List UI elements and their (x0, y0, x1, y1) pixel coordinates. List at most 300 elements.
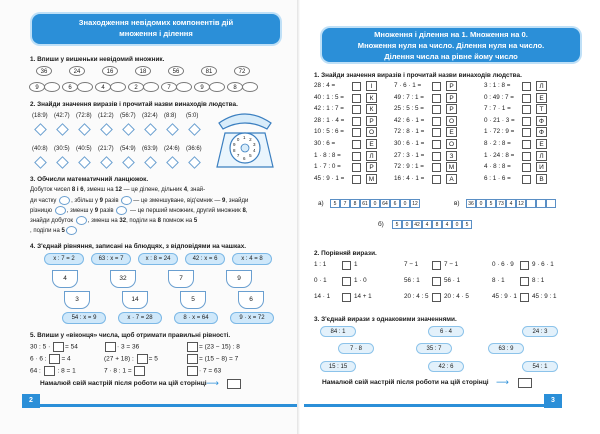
answer-diamond[interactable] (78, 123, 91, 136)
answer-cell[interactable]: 0 (402, 220, 412, 229)
left-banner-line-1: Знаходження невідомих компонентів дій (78, 18, 234, 27)
expression: (32:4) (142, 113, 158, 119)
left-task-2-title: 2. Знайди значення виразів і прочитай назви винаходів людства. (30, 101, 238, 108)
right-mood-box[interactable] (518, 378, 532, 388)
answer-cell[interactable]: 0 (452, 220, 462, 229)
answer-diamond[interactable] (188, 156, 201, 169)
compare-right: 20 : 4 · 5 (444, 293, 469, 300)
cherry-blank[interactable] (209, 82, 225, 92)
chain-part: 8 і 6 (71, 187, 84, 193)
answer-cell[interactable]: 12 (410, 199, 420, 208)
right-banner-line-1: Множення і ділення на 1. Множення на 0. (374, 30, 528, 39)
cherry-blank[interactable] (242, 82, 258, 92)
compare-right: 45 : 9 : 1 (532, 293, 557, 300)
letter-box: О (446, 139, 457, 149)
equality-part: = 4 (61, 355, 71, 363)
right-mood-prompt: Намалюй свій настрій після роботи на цій сторінці (322, 379, 489, 386)
equation-plate[interactable]: x : 4 = 8 (232, 253, 272, 265)
answer-cell[interactable]: 36 (466, 199, 476, 208)
expression-pill[interactable]: 7 · 8 (338, 343, 374, 354)
answer-box[interactable] (432, 152, 441, 161)
letter-box: К (366, 93, 377, 103)
answer-box[interactable] (352, 128, 361, 137)
answer-cell[interactable]: 64 (380, 199, 390, 208)
letter-box: Л (366, 151, 377, 161)
strip-v-label: в) (454, 200, 460, 207)
equality-part: = 54 (65, 343, 78, 351)
expression: 3 : 1 : 8 = (484, 82, 511, 89)
answer-cell[interactable] (546, 199, 556, 208)
answer-window[interactable] (137, 354, 148, 364)
expression-pill[interactable]: 35 : 7 (416, 343, 452, 354)
expression: (54:9) (120, 146, 136, 152)
expression: 8 · 2 : 8 = (484, 140, 511, 147)
answer-box[interactable] (432, 82, 441, 91)
answer-box[interactable] (522, 82, 531, 91)
expression: (40:8) (32, 146, 48, 152)
phone-digit: 0 (236, 136, 240, 142)
chain-part: , зменш на (83, 187, 116, 193)
answer-cup[interactable]: 7 (168, 270, 194, 288)
equation-plate[interactable]: 54 : x = 9 (62, 312, 106, 324)
answer-diamond[interactable] (166, 156, 179, 169)
answer-cell[interactable]: 12 (516, 199, 526, 208)
letter-box: В (536, 174, 547, 184)
cherry-bottom: 4 (95, 82, 111, 92)
cherry-top: 56 (168, 66, 184, 76)
answer-window[interactable] (187, 354, 198, 364)
compare-left: 7 − 1 (404, 261, 419, 268)
answer-box[interactable] (432, 117, 441, 126)
letter-box: М (366, 174, 377, 184)
equality (30, 354, 71, 364)
letter-box: Л (536, 81, 547, 91)
chain-line (30, 206, 247, 215)
chain-part: , (245, 208, 248, 215)
left-banner-line-2: множення і ділення (119, 29, 193, 38)
left-bottom-stripe (40, 404, 298, 407)
cherry-top: 16 (102, 66, 118, 76)
expression-pill[interactable]: 84 : 1 (320, 326, 356, 337)
answer-box[interactable] (522, 152, 531, 161)
left-task-1-title: 1. Впиши у вишеньки невідомий множник. (30, 56, 165, 63)
expression-pill[interactable]: 63 : 9 (488, 343, 524, 354)
expression: 0 : 49 : 7 = (484, 93, 514, 101)
answer-box[interactable] (352, 152, 361, 161)
compare-right: 56 · 1 (444, 277, 461, 284)
answer-window[interactable] (49, 354, 60, 364)
chain-blank[interactable] (121, 196, 132, 205)
expression: 7 · 6 · 1 = (394, 82, 422, 89)
letter-box: М (446, 162, 457, 172)
expression: 40 : 1 : 5 = (314, 93, 344, 101)
answer-box[interactable] (432, 175, 441, 184)
answer-window[interactable] (105, 342, 116, 352)
expression: 7 : 7 · 1 = (484, 105, 511, 113)
chain-part: , зменш на (87, 218, 120, 225)
expression: (5:0) (186, 113, 199, 119)
strip-b-label: б) (378, 221, 384, 228)
compare-box[interactable] (342, 277, 351, 286)
phone-digit: 8 (233, 148, 236, 154)
right-page (300, 0, 600, 434)
answer-cup[interactable]: 5 (180, 291, 206, 309)
expression: 0 · 21 · 3 = (484, 116, 515, 124)
answer-box[interactable] (352, 175, 361, 184)
phone-digit: 7 (236, 153, 240, 159)
answer-box[interactable] (432, 105, 441, 114)
compare-left: 1 : 1 (314, 261, 327, 268)
chain-line (30, 186, 205, 194)
equation-plate[interactable]: 63 : x = 7 (91, 253, 131, 265)
expression: (36:6) (186, 146, 202, 152)
chain-part: 5 (193, 218, 198, 225)
equality-part: = (23 − 15) : 8 (199, 343, 240, 351)
equation-plate[interactable]: 9 · x = 72 (230, 312, 274, 324)
expression: (8:8) (164, 113, 177, 119)
cherry-blank[interactable] (110, 82, 126, 92)
letter-box: Р (446, 104, 457, 114)
cherry-blank[interactable] (77, 82, 93, 92)
phone-digit: 6 (243, 155, 246, 161)
expression-pill[interactable]: 42 : 6 (428, 361, 464, 372)
equality-part: · 3 = 36 (117, 343, 140, 351)
answer-cell[interactable]: 5 (462, 220, 472, 229)
chain-part: , збільш у (71, 198, 100, 205)
answer-diamond[interactable] (166, 123, 179, 136)
chain-part: 5 (61, 228, 65, 235)
answer-diamond[interactable] (100, 123, 113, 136)
equality-part: 6 · 6 : (30, 355, 49, 363)
cherry-blank[interactable] (44, 82, 60, 92)
answer-cup[interactable]: 9 (226, 270, 252, 288)
chain-blank[interactable] (116, 206, 127, 215)
cherry-bottom: 2 (128, 82, 144, 92)
answer-diamond[interactable] (122, 123, 135, 136)
equality (104, 366, 146, 376)
cherry-bottom: 9 (194, 82, 210, 92)
phone-digit: 9 (233, 141, 236, 147)
answer-cell[interactable]: 4 (422, 220, 432, 229)
cherry-bottom: 9 (29, 82, 45, 92)
phone-digit: 2 (249, 136, 252, 142)
answer-cell[interactable]: 7 (340, 199, 350, 208)
expression: 28 : 4 = (314, 82, 336, 89)
equality-part: 64 : (30, 367, 43, 375)
compare-box[interactable] (342, 261, 351, 270)
telephone-illustration (213, 103, 277, 173)
equality (186, 366, 221, 376)
expression: 1 · 72 : 9 = (484, 128, 515, 136)
answer-cell[interactable]: 42 (412, 220, 422, 229)
compare-box[interactable] (432, 261, 441, 270)
answer-cell[interactable]: 0 (476, 199, 486, 208)
chain-part: , поділи на (126, 218, 158, 225)
answer-cell[interactable] (536, 199, 546, 208)
answer-window[interactable] (53, 342, 64, 352)
answer-cell[interactable]: 73 (496, 199, 506, 208)
compare-right: 1 · 0 (354, 277, 367, 284)
compare-box[interactable] (342, 293, 351, 302)
answer-box[interactable] (352, 117, 361, 126)
right-banner-line-3: Ділення числа на рівне йому число (384, 52, 518, 61)
equality-part: = (15 − 8) = 7 (199, 355, 239, 363)
chain-line (30, 196, 248, 205)
answer-box[interactable] (432, 140, 441, 149)
equality (104, 354, 158, 364)
cherry-top: 72 (234, 66, 250, 76)
chain-part: 9 (222, 198, 226, 205)
cherry-blank[interactable] (143, 82, 159, 92)
equation-plate[interactable]: 42 : x = 6 (185, 253, 225, 265)
chain-part: знайди добуток (30, 218, 75, 225)
equality (186, 354, 238, 364)
left-task-4-title: 4. З'єднай рівняння, записані на блюдцях, з відповідями на чашках. (30, 243, 247, 250)
expression: (30:5) (54, 146, 70, 152)
answer-cell[interactable]: 4 (442, 220, 452, 229)
answer-box[interactable] (352, 105, 361, 114)
compare-left: 20 : 4 : 5 (404, 293, 429, 300)
expression-pill[interactable]: 6 · 4 (428, 326, 464, 337)
left-page-number: 2 (22, 394, 40, 408)
compare-left: 56 : 1 (404, 277, 420, 284)
equality (104, 342, 139, 352)
chain-part: помнож на (160, 218, 194, 225)
expression: (42:7) (54, 113, 70, 119)
letter-box: Е (536, 93, 547, 103)
equality-part: · 7 = 63 (199, 367, 222, 375)
left-banner (32, 14, 280, 44)
answer-window[interactable] (134, 366, 145, 376)
answer-cell[interactable]: 5 (392, 220, 402, 229)
equality-part: : 8 = 1 (55, 367, 76, 375)
answer-cup[interactable]: 3 (64, 291, 90, 309)
expression: (63:9) (142, 146, 158, 152)
phone-digit: 1 (243, 134, 246, 140)
answer-cell[interactable]: 61 (360, 199, 370, 208)
answer-diamond[interactable] (34, 123, 47, 136)
cherry-bottom: 8 (227, 82, 243, 92)
compare-left: 0 · 6 · 9 (492, 261, 514, 268)
expression: 72 : 9 : 1 = (394, 163, 424, 171)
compare-left: 8 · 1 (492, 277, 505, 284)
answer-cell[interactable]: 0 (370, 199, 380, 208)
compare-box[interactable] (432, 293, 441, 302)
chain-line (30, 226, 78, 235)
equality-part: 30 : 5 · (30, 343, 53, 351)
letter-box: Е (536, 139, 547, 149)
chain-blank[interactable] (76, 216, 87, 225)
equality-part: (27 + 18) : (104, 355, 136, 363)
answer-box[interactable] (522, 128, 531, 137)
expression: 72 : 8 · 1 = (394, 128, 425, 136)
expression: 1 · 8 : 8 = (314, 151, 341, 159)
chain-part: — це перший множник, другий множник (128, 208, 243, 215)
answer-box[interactable] (352, 94, 361, 103)
expression: 1 · 24 : 8 = (484, 151, 515, 159)
compare-right: 14 + 1 (354, 293, 372, 300)
right-page-number: 3 (544, 394, 562, 408)
phone-digit: 3 (252, 141, 256, 147)
expression-pill[interactable]: 54 : 1 (522, 361, 558, 372)
cherry-top: 36 (36, 66, 52, 76)
answer-window[interactable] (187, 366, 198, 376)
expression-pill[interactable]: 15 : 15 (320, 361, 356, 372)
answer-box[interactable] (432, 94, 441, 103)
expression: 10 : 5 : 6 = (314, 128, 344, 136)
compare-box[interactable] (520, 261, 529, 270)
compare-left: 0 · 1 (314, 277, 327, 284)
cherry-top: 18 (135, 66, 151, 76)
left-arrow-icon: ⟶ (206, 378, 219, 388)
right-arrow-icon: ⟶ (496, 377, 509, 387)
right-task-2-title: 2. Порівняй вирази. (314, 250, 377, 257)
letter-box: Л (536, 151, 547, 161)
answer-diamond[interactable] (34, 156, 47, 169)
answer-cell[interactable]: 8 (350, 199, 360, 208)
letter-box: О (446, 116, 457, 126)
chain-part: разів (98, 208, 116, 215)
letter-box: И (536, 162, 547, 172)
expression: (21:7) (98, 146, 114, 152)
compare-right: 9 · 6 · 1 (532, 261, 554, 268)
equation-plate[interactable]: x : 7 = 2 (44, 253, 84, 265)
answer-box[interactable] (352, 140, 361, 149)
answer-box[interactable] (522, 140, 531, 149)
equation-plate[interactable]: x : 8 = 24 (138, 253, 178, 265)
chain-part: 8 (242, 208, 246, 215)
answer-cup[interactable]: 6 (238, 291, 264, 309)
chain-blank[interactable] (59, 196, 70, 205)
chain-part: , поділи на (30, 228, 62, 235)
expression: (56:7) (120, 113, 136, 119)
equation-plate[interactable]: x · 7 = 28 (118, 312, 162, 324)
chain-part: 8 (157, 218, 161, 225)
answer-box[interactable] (432, 163, 441, 172)
chain-part: 32 (119, 218, 127, 225)
answer-box[interactable] (352, 82, 361, 91)
answer-diamond[interactable] (56, 156, 69, 169)
answer-box[interactable] (352, 163, 361, 172)
chain-part: 9 (94, 208, 99, 215)
answer-window[interactable] (44, 366, 55, 376)
answer-diamond[interactable] (144, 123, 157, 136)
cherry-bottom: 6 (62, 82, 78, 92)
letter-box: Р (366, 162, 377, 172)
left-mood-box[interactable] (227, 379, 241, 389)
letter-box: Р (446, 81, 457, 91)
answer-box[interactable] (522, 163, 531, 172)
letter-box: А (446, 174, 457, 184)
answer-box[interactable] (522, 94, 531, 103)
answer-box[interactable] (432, 128, 441, 137)
chain-blank[interactable] (66, 226, 77, 235)
chain-part: — це зменшуване, від'ємник — (133, 198, 223, 205)
chain-part: 12 (115, 187, 122, 193)
answer-diamond[interactable] (56, 123, 69, 136)
cherry-top: 81 (201, 66, 217, 76)
strip-a-label: а) (318, 200, 324, 207)
answer-box[interactable] (522, 175, 531, 184)
expression: 49 : 7 : 1 = (394, 93, 424, 101)
answer-diamond[interactable] (144, 156, 157, 169)
compare-right: 7 − 1 (444, 261, 459, 268)
equality (30, 366, 76, 376)
expression: 45 : 9 · 1 = (314, 174, 345, 182)
answer-window[interactable] (187, 342, 198, 352)
expression: (12:2) (98, 113, 114, 119)
answer-cell[interactable]: 8 (432, 220, 442, 229)
left-task-3-title: 3. Обчисли математичний ланцюжок. (30, 176, 149, 183)
answer-cell[interactable] (526, 199, 536, 208)
left-task-5-title: 5. Впиши у «віконця» числа, щоб отримати правильні рівності. (30, 332, 231, 339)
chain-blank[interactable] (55, 206, 66, 215)
expression: (72:8) (76, 113, 92, 119)
right-bottom-stripe (304, 404, 544, 407)
answer-cell[interactable]: 4 (506, 199, 516, 208)
compare-box[interactable] (432, 277, 441, 286)
answer-box[interactable] (522, 105, 531, 114)
answer-diamond[interactable] (100, 156, 113, 169)
answer-cell[interactable]: 5 (330, 199, 340, 208)
chain-part: Добуток чисел (30, 187, 72, 193)
chain-part: 4 (183, 187, 188, 193)
expression: 25 : 5 : 5 = (394, 105, 424, 113)
compare-left: 14 · 1 (314, 293, 331, 300)
phone-digit: 5 (249, 153, 252, 159)
phone-digit: 4 (252, 148, 256, 154)
letter-box: Т (536, 104, 547, 114)
expression: 6 : 1 · 6 = (484, 174, 511, 182)
cherry-top: 24 (69, 66, 85, 76)
answer-cup[interactable]: 32 (110, 270, 136, 288)
letter-box: З (446, 151, 457, 161)
letter-box: Р (446, 93, 457, 103)
equality-part: = 5 (148, 355, 158, 363)
equality (30, 342, 78, 352)
answer-cup[interactable]: 4 (52, 270, 78, 288)
letter-box: Е (366, 139, 377, 149)
expression-pill[interactable]: 24 : 3 (522, 326, 558, 337)
answer-diamond[interactable] (188, 123, 201, 136)
answer-cell[interactable]: 0 (400, 199, 410, 208)
chain-part: — це ділене, дільник (121, 187, 184, 193)
cherry-blank[interactable] (176, 82, 192, 92)
compare-box[interactable] (520, 293, 529, 302)
right-task-1-title: 1. Знайди значення виразів і прочитай назви винаходів людства. (314, 72, 522, 79)
equation-plate[interactable]: 8 · x = 64 (174, 312, 218, 324)
letter-box: О (366, 127, 377, 137)
answer-diamond[interactable] (78, 156, 91, 169)
expression: 42 : 6 · 1 = (394, 116, 425, 124)
right-banner-line-2: Множення нуля на число. Ділення нуля на число. (357, 41, 545, 50)
expression: (24:6) (164, 146, 180, 152)
chain-part: , зменш у (66, 208, 95, 215)
letter-box: Р (366, 116, 377, 126)
compare-box[interactable] (520, 277, 529, 286)
chain-line (30, 216, 197, 225)
answer-box[interactable] (522, 117, 531, 126)
answer-cell[interactable]: 5 (486, 199, 496, 208)
answer-cup[interactable]: 14 (122, 291, 148, 309)
chain-part: ди частку (30, 198, 59, 205)
answer-diamond[interactable] (122, 156, 135, 169)
letter-box: К (366, 104, 377, 114)
answer-cell[interactable]: 6 (390, 199, 400, 208)
expression: 1 · 7 : 0 = (314, 163, 341, 171)
equality-part: 7 · 8 : 1 = (104, 367, 134, 375)
expression: 28 : 1 · 4 = (314, 116, 345, 124)
